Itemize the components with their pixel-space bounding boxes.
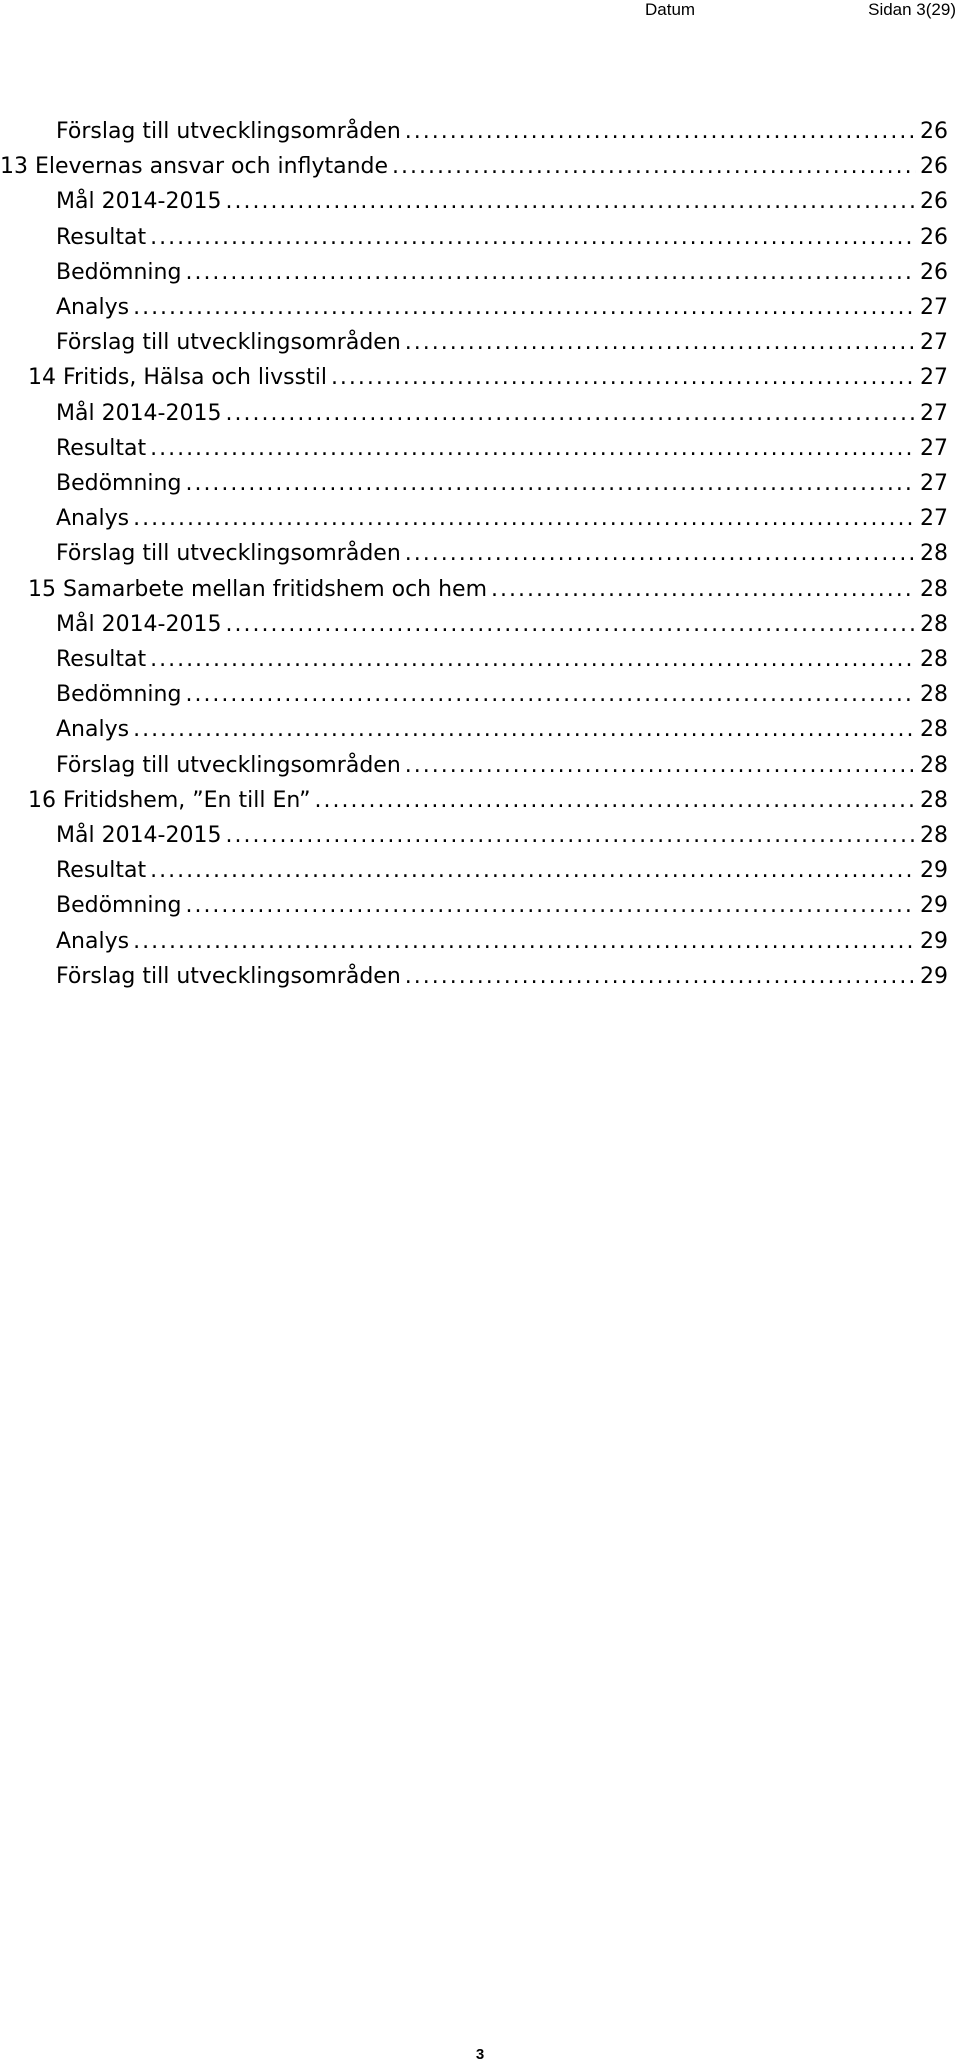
toc-entry-page: 29 [920, 963, 948, 989]
toc-entry-title: Analys [56, 928, 130, 954]
toc-entry-page: 28 [920, 717, 948, 743]
toc-dot-leader [405, 325, 916, 361]
toc-entry-page: 27 [920, 506, 948, 532]
toc-entry[interactable] [0, 220, 948, 256]
toc-entry-title: Resultat [56, 435, 147, 461]
header-page-indicator: Sidan 3(29) [868, 0, 956, 19]
toc-dot-leader [315, 783, 917, 819]
toc-dot-leader [185, 888, 916, 924]
toc-entry[interactable] [0, 290, 948, 326]
toc-entry-title: Resultat [56, 647, 147, 672]
toc-dot-leader [405, 748, 916, 784]
toc-entry[interactable] [0, 818, 948, 854]
toc-entry[interactable] [0, 783, 948, 819]
toc-entry-page: 29 [920, 858, 948, 884]
toc-entry-title: 15 Samarbete mellan fritidshem och hem [28, 576, 488, 602]
toc-entry[interactable] [0, 642, 948, 678]
toc-entry-page: 28 [920, 682, 948, 708]
toc-entry-title: Bedömning [56, 259, 182, 285]
toc-entry-page: 26 [920, 224, 948, 250]
toc-dot-leader [225, 818, 916, 854]
toc-dot-leader [185, 255, 916, 291]
toc-entry[interactable] [0, 396, 948, 432]
toc-entry-title: Analys [56, 717, 130, 743]
toc-entry[interactable] [0, 924, 948, 960]
toc-dot-leader [150, 642, 916, 678]
toc-entry-title: Bedömning [56, 471, 182, 496]
footer-page-number: 3 [475, 2046, 485, 2063]
toc-entry-page: 28 [920, 752, 948, 778]
toc-dot-leader [150, 853, 916, 889]
toc-entry-page: 26 [920, 154, 948, 180]
toc-entry-page: 27 [920, 471, 948, 496]
toc-dot-leader [133, 501, 916, 537]
toc-entry-page: 29 [920, 928, 948, 954]
toc-entry-title: Analys [56, 506, 130, 532]
page-header [0, 0, 960, 24]
toc-entry[interactable] [0, 677, 948, 713]
toc-entry-page: 27 [920, 365, 948, 391]
toc-dot-leader [405, 959, 916, 995]
toc-dot-leader [150, 431, 916, 467]
toc-entry-page: 28 [920, 787, 948, 813]
header-datum: Datum [645, 0, 696, 19]
toc-entry-page: 28 [920, 576, 948, 602]
toc-entry-title: Förslag till utvecklingsområden [56, 752, 401, 778]
toc-entry-title: Förslag till utvecklingsområden [56, 119, 401, 144]
toc-entry[interactable] [0, 536, 948, 572]
toc-entry[interactable] [0, 853, 948, 889]
toc-entry-page: 28 [920, 647, 948, 672]
toc-entry-title: Bedömning [56, 893, 182, 919]
toc-entry-title: Förslag till utvecklingsområden [56, 963, 401, 989]
toc-entry-page: 27 [920, 435, 948, 461]
toc-entry[interactable] [0, 748, 948, 784]
toc-entry-title: Resultat [56, 224, 147, 250]
toc-entry-page: 29 [920, 893, 948, 919]
toc-dot-leader [225, 396, 916, 432]
toc-entry[interactable] [0, 466, 948, 502]
toc-dot-leader [225, 607, 916, 643]
toc-entry-title: Mål 2014-2015 [56, 189, 222, 215]
toc-dot-leader [491, 572, 916, 608]
toc-entry[interactable] [0, 325, 948, 361]
toc-entry-title: 16 Fritidshem, ”En till En” [28, 787, 311, 813]
page-footer [0, 2046, 960, 2063]
toc-entry-title: Mål 2014-2015 [56, 823, 222, 848]
toc-entry-page: 26 [920, 189, 948, 215]
toc-entry[interactable] [0, 572, 948, 608]
toc-dot-leader [405, 536, 916, 572]
toc-entry-title: Mål 2014-2015 [56, 611, 222, 637]
toc-entry-title: 13 Elevernas ansvar och inflytande [0, 154, 389, 180]
toc-dot-leader [185, 466, 916, 502]
toc-dot-leader [405, 114, 916, 150]
toc-entry-page: 26 [920, 259, 948, 285]
toc-dot-leader [225, 184, 916, 220]
toc-entry[interactable] [0, 255, 948, 291]
toc-entry-title: Bedömning [56, 682, 182, 708]
toc-entry[interactable] [0, 888, 948, 924]
toc-dot-leader [185, 677, 916, 713]
toc-entry[interactable] [0, 431, 948, 467]
toc-entry-page: 28 [920, 823, 948, 848]
toc-dot-leader [133, 712, 916, 748]
toc-entry-title: Resultat [56, 858, 147, 884]
toc-entry-page: 28 [920, 541, 948, 567]
toc-entry-page: 26 [920, 119, 948, 144]
toc-entry[interactable] [0, 184, 948, 220]
toc-entry[interactable] [0, 959, 948, 995]
toc-entry-title: Analys [56, 295, 130, 320]
toc-entry[interactable] [0, 149, 948, 185]
toc-dot-leader [150, 220, 916, 256]
toc-dot-leader [133, 290, 916, 326]
toc-entry-page: 27 [920, 330, 948, 356]
toc-entry[interactable] [0, 360, 948, 396]
toc-entry[interactable] [0, 712, 948, 748]
toc-entry-title: Förslag till utvecklingsområden [56, 541, 401, 567]
toc-dot-leader [331, 360, 916, 396]
toc-entry[interactable] [0, 607, 948, 643]
toc-entry-page: 28 [920, 611, 948, 637]
toc-dot-leader [133, 924, 916, 960]
toc-entry-title: Förslag till utvecklingsområden [56, 330, 401, 356]
toc-entry[interactable] [0, 501, 948, 537]
toc-entry-title: 14 Fritids, Hälsa och livsstil [28, 365, 327, 391]
toc-entry-page: 27 [920, 400, 948, 426]
toc-dot-leader [392, 149, 916, 185]
toc-entry-page: 27 [920, 295, 948, 320]
toc-entry-title: Mål 2014-2015 [56, 400, 222, 426]
toc-entry[interactable] [0, 114, 948, 150]
